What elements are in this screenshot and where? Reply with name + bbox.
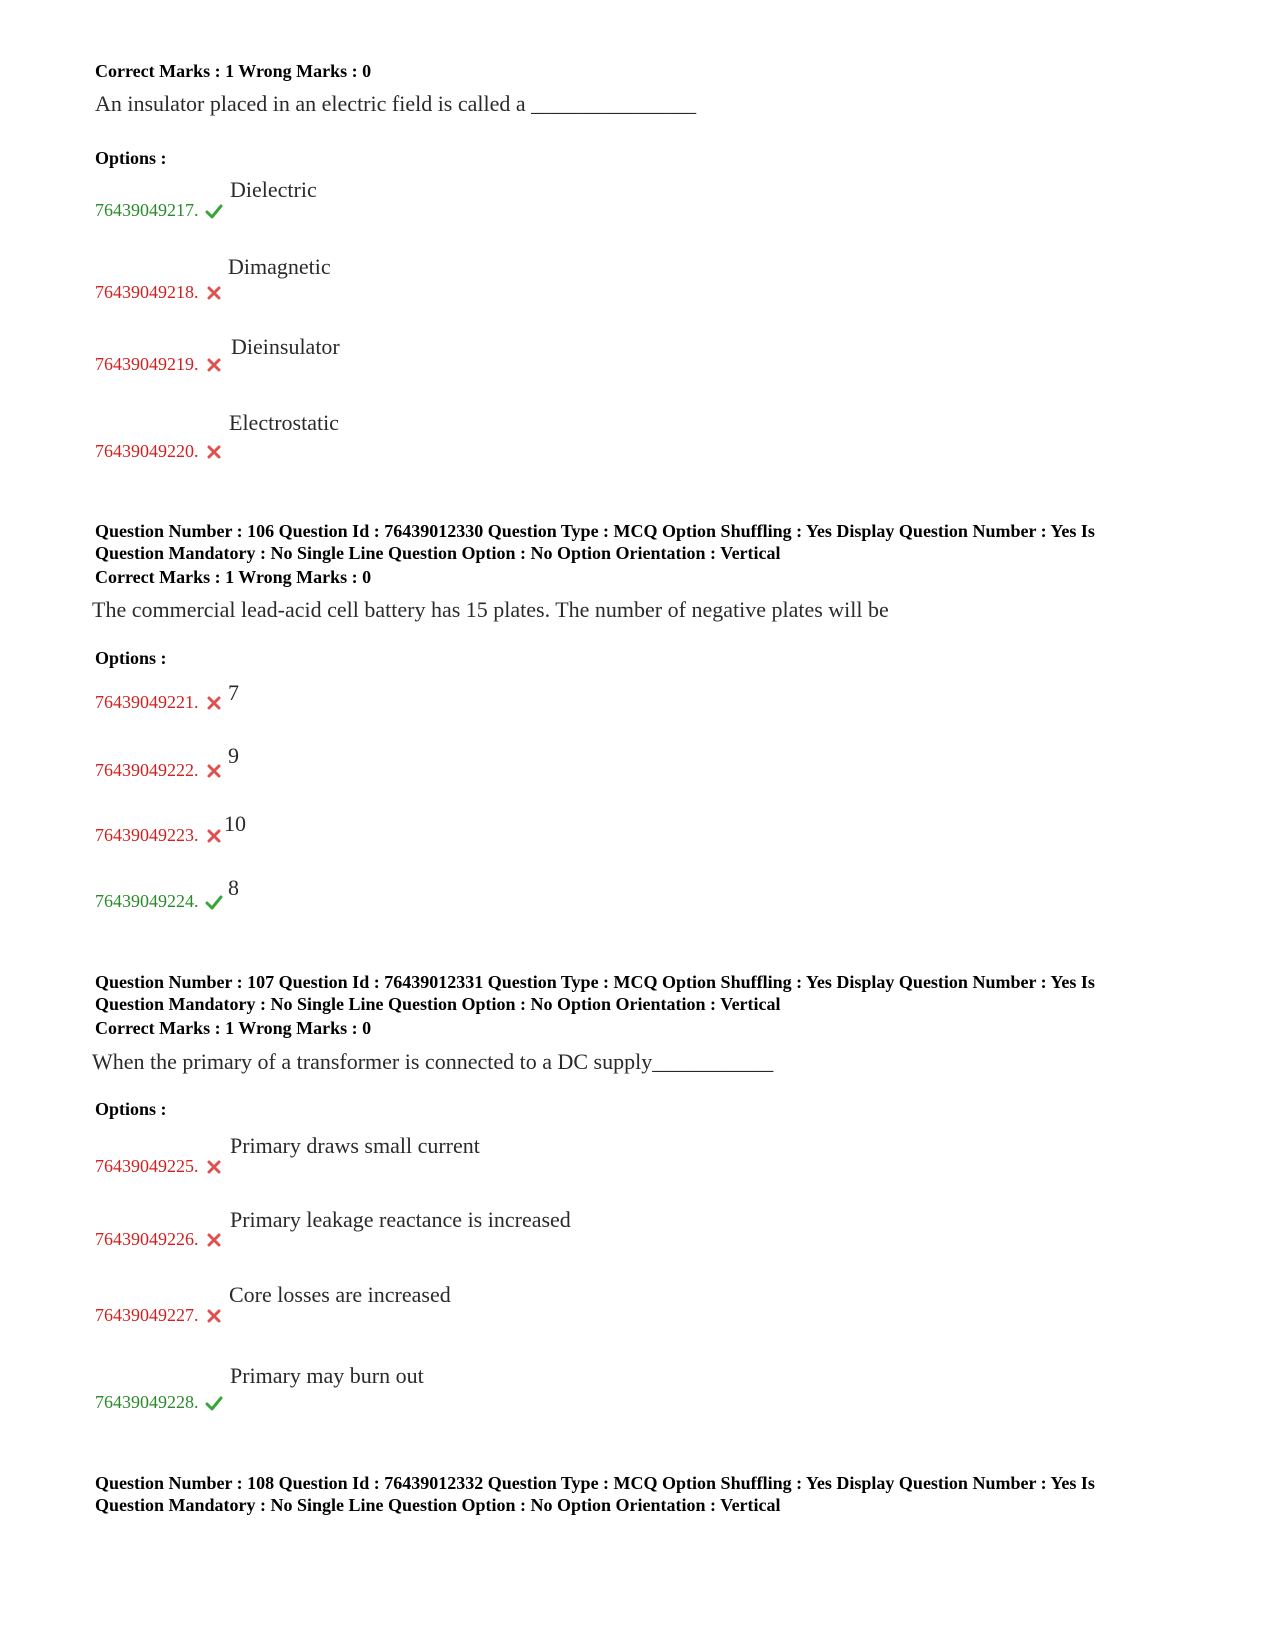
marks-line: Correct Marks : 1 Wrong Marks : 0	[95, 61, 372, 81]
question-text: An insulator placed in an electric field is called a _______________	[95, 91, 697, 116]
question-header: Question Number : 107 Question Id : 76439012331 Question Type : MCQ Option Shuffling : Yes Display Question Number : Yes Is Question Mandatory : No Single Line Question Option : No Option Orientation : Vertical	[95, 972, 1095, 1014]
options-label: Options :	[95, 648, 167, 668]
option-text: Primary leakage reactance is increased	[230, 1207, 571, 1232]
option-text: Primary draws small current	[230, 1133, 480, 1158]
cross-icon	[205, 444, 223, 460]
option-id: 76439049225.	[95, 1156, 223, 1177]
option-text: Dimagnetic	[228, 254, 331, 279]
option-id: 76439049217.	[95, 200, 223, 221]
cross-icon	[205, 1308, 223, 1324]
check-icon	[205, 1395, 223, 1411]
option-text: 9	[228, 743, 239, 768]
option-id: 76439049219.	[95, 354, 223, 375]
cross-icon	[205, 1159, 223, 1175]
question-header: Question Number : 106 Question Id : 76439012330 Question Type : MCQ Option Shuffling : Yes Display Question Number : Yes Is Question Mandatory : No Single Line Question Option : No Option Orientation : Vertical	[95, 521, 1095, 563]
option-text: 10	[224, 811, 246, 836]
option-id: 76439049221.	[95, 692, 223, 713]
cross-icon	[205, 763, 223, 779]
options-label: Options :	[95, 148, 167, 168]
cross-icon	[205, 1232, 223, 1248]
option-text: 7	[228, 680, 239, 705]
option-id: 76439049228.	[95, 1392, 223, 1413]
question-text: When the primary of a transformer is connected to a DC supply___________	[92, 1049, 774, 1074]
option-id: 76439049226.	[95, 1229, 223, 1250]
options-label: Options :	[95, 1099, 167, 1119]
option-text: Primary may burn out	[230, 1363, 424, 1388]
option-id: 76439049222.	[95, 760, 223, 781]
cross-icon	[205, 357, 223, 373]
question-text: The commercial lead-acid cell battery has 15 plates. The number of negative plates will be	[92, 597, 889, 622]
option-id: 76439049227.	[95, 1305, 223, 1326]
check-icon	[205, 894, 223, 910]
option-text: Core losses are increased	[229, 1282, 451, 1307]
option-id: 76439049223.	[95, 825, 223, 846]
cross-icon	[205, 828, 223, 844]
option-id: 76439049224.	[95, 891, 223, 912]
marks-line: Correct Marks : 1 Wrong Marks : 0	[95, 567, 372, 587]
cross-icon	[205, 695, 223, 711]
option-text: Dielectric	[230, 177, 317, 202]
cross-icon	[205, 285, 223, 301]
option-text: 8	[228, 875, 239, 900]
check-icon	[205, 203, 223, 219]
option-id: 76439049218.	[95, 282, 223, 303]
option-text: Electrostatic	[229, 410, 339, 435]
option-text: Dieinsulator	[231, 334, 340, 359]
option-id: 76439049220.	[95, 441, 223, 462]
question-header: Question Number : 108 Question Id : 76439012332 Question Type : MCQ Option Shuffling : Yes Display Question Number : Yes Is Question Mandatory : No Single Line Question Option : No Option Orientation : Vertical	[95, 1473, 1095, 1515]
marks-line: Correct Marks : 1 Wrong Marks : 0	[95, 1018, 372, 1038]
